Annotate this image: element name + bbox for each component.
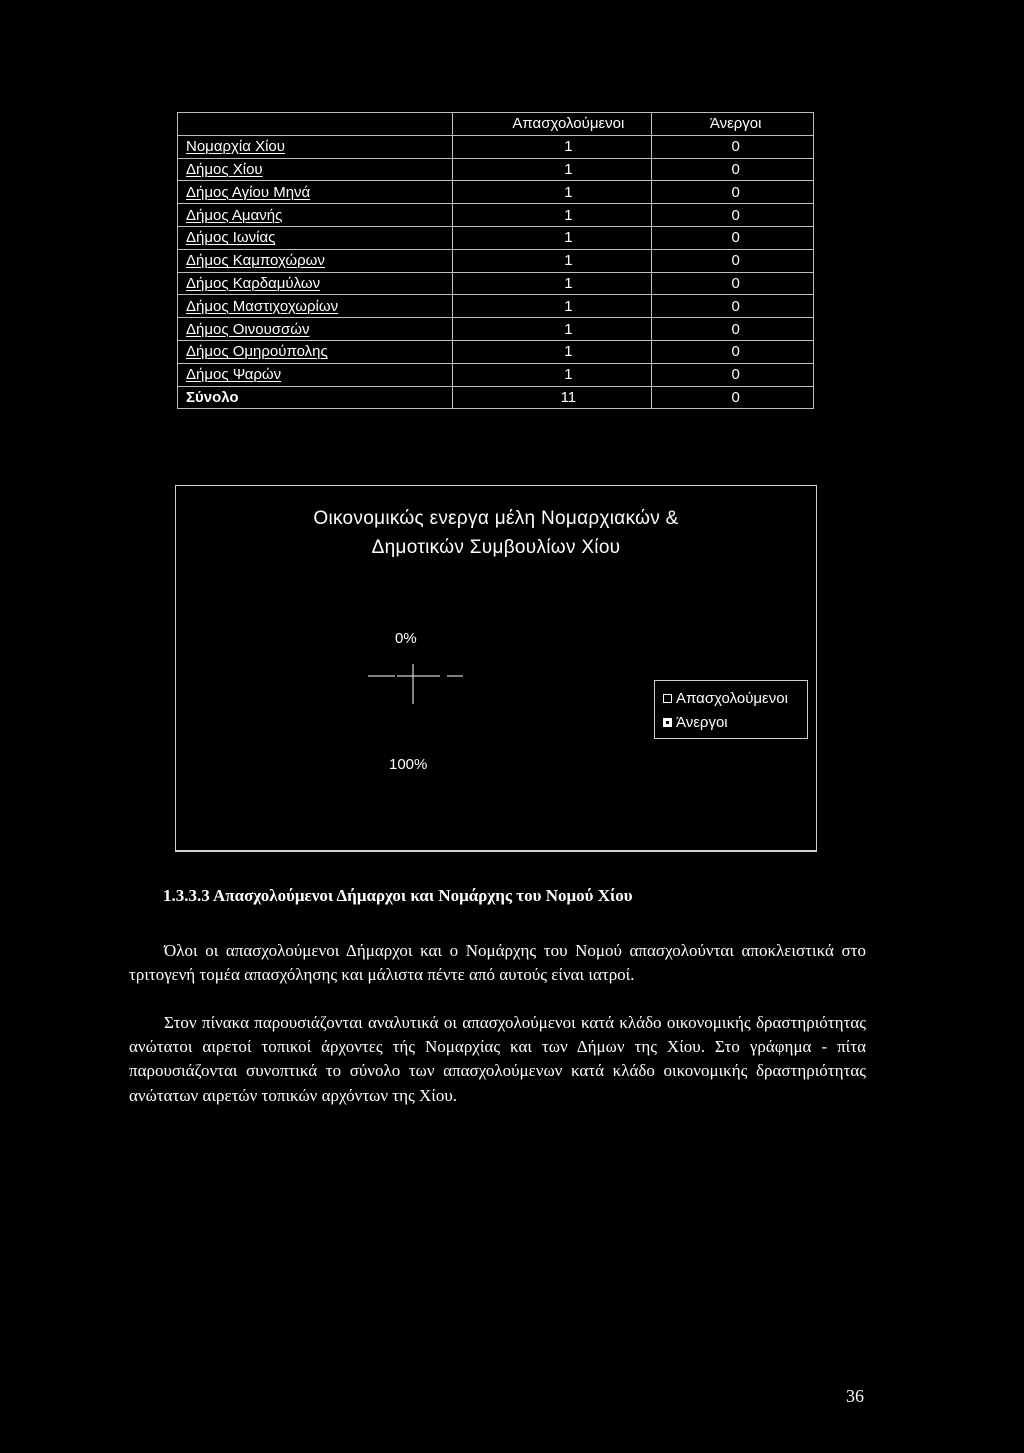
header-employed: Απασχολούμενοι — [453, 113, 652, 136]
row-unemployed: 0 — [652, 340, 814, 363]
row-name: Δήμος Καμποχώρων — [178, 249, 453, 272]
table-row — [178, 272, 814, 295]
table-total-row — [178, 386, 814, 409]
table-row — [178, 340, 814, 363]
row-name: Δήμος Ψαρών — [178, 363, 453, 386]
row-name: Δήμος Χίου — [178, 158, 453, 181]
legend-item-unemployed — [663, 712, 728, 732]
row-employed: 1 — [453, 272, 652, 295]
table-row — [178, 226, 814, 249]
row-name: Δήμος Ομηρούπολης — [178, 340, 453, 363]
total-employed: 11 — [453, 386, 652, 409]
row-employed: 1 — [453, 135, 652, 158]
data-label-unemployed: 0% — [395, 630, 417, 647]
page-number: 36 — [846, 1386, 864, 1406]
row-employed: 1 — [453, 181, 652, 204]
legend-swatch-unemployed — [663, 718, 672, 727]
table-row — [178, 158, 814, 181]
pie-plot — [176, 486, 818, 853]
paragraph-2-text: Στον πίνακα παρουσιάζονται αναλυτικά οι απασχολούμενοι κατά κλάδο οικονομικής δραστηριότητας ανώτατοι αιρετοί τοπικοί άρχοντες τής Νομαρχίας και των Δήμων της Χίου. Στο γράφημα - πίτα παρουσιάζονται συνοπτικά το σύνολο των απασχολούμενων κατά κλάδο οικονομικής δραστηριότητας ανώτατων αιρετών τοπικών αρχόντων της Χίου. — [129, 1013, 866, 1105]
row-employed: 1 — [453, 363, 652, 386]
data-label-employed: 100% — [389, 756, 428, 773]
section-heading: 1.3.3.3 Απασχολούμενοι Δήμαρχοι και Νομάρχης του Νομού Χίου — [163, 886, 633, 905]
row-name: Δήμος Ιωνίας — [178, 226, 453, 249]
employment-table — [177, 112, 814, 409]
legend-label-unemployed: Άνεργοι — [676, 713, 728, 731]
table-header-row — [178, 113, 814, 136]
row-name: Δήμος Αγίου Μηνά — [178, 181, 453, 204]
row-name: Δήμος Αμανής — [178, 204, 453, 227]
row-unemployed: 0 — [652, 135, 814, 158]
table-row — [178, 135, 814, 158]
chart-legend — [654, 680, 808, 739]
row-unemployed: 0 — [652, 226, 814, 249]
legend-swatch-employed — [663, 694, 672, 703]
legend-label-employed: Απασχολούμενοι — [676, 689, 788, 707]
table-row — [178, 363, 814, 386]
row-name: Δήμος Μαστιχοχωρίων — [178, 295, 453, 318]
paragraph-1-text: Όλοι οι απασχολούμενοι Δήμαρχοι και ο Νομάρχης του Νομού απασχολούνται αποκλειστικά στο τριτογενή τομέα απασχόλησης και μάλιστα πέντε από αυτούς είναι ιατροί. — [129, 941, 866, 985]
header-name — [178, 113, 453, 136]
table-row — [178, 318, 814, 341]
row-unemployed: 0 — [652, 249, 814, 272]
row-name: Δήμος Καρδαμύλων — [178, 272, 453, 295]
table-row — [178, 249, 814, 272]
row-unemployed: 0 — [652, 272, 814, 295]
row-name: Νομαρχία Χίου — [178, 135, 453, 158]
row-unemployed: 0 — [652, 318, 814, 341]
table-row — [178, 204, 814, 227]
chart-title-line-1: Οικονομικώς ενεργα μέλη Νομαρχιακών & — [313, 508, 679, 529]
row-employed: 1 — [453, 158, 652, 181]
paragraph-1 — [129, 939, 866, 987]
header-unemployed: Άνεργοι — [652, 113, 814, 136]
row-employed: 1 — [453, 295, 652, 318]
row-employed: 1 — [453, 204, 652, 227]
row-employed: 1 — [453, 249, 652, 272]
row-unemployed: 0 — [652, 295, 814, 318]
table-row — [178, 181, 814, 204]
legend-item-employed — [663, 688, 788, 708]
row-unemployed: 0 — [652, 181, 814, 204]
row-unemployed: 0 — [652, 363, 814, 386]
row-unemployed: 0 — [652, 204, 814, 227]
row-employed: 1 — [453, 318, 652, 341]
table-row — [178, 295, 814, 318]
paragraph-2 — [129, 1011, 866, 1108]
row-employed: 1 — [453, 340, 652, 363]
row-employed: 1 — [453, 226, 652, 249]
row-unemployed: 0 — [652, 158, 814, 181]
pie-chart — [175, 485, 817, 852]
total-name: Σύνολο — [178, 386, 453, 409]
total-unemployed: 0 — [652, 386, 814, 409]
row-name: Δήμος Οινουσσών — [178, 318, 453, 341]
chart-title-line-2: Δημοτικών Συμβουλίων Χίου — [371, 537, 621, 558]
